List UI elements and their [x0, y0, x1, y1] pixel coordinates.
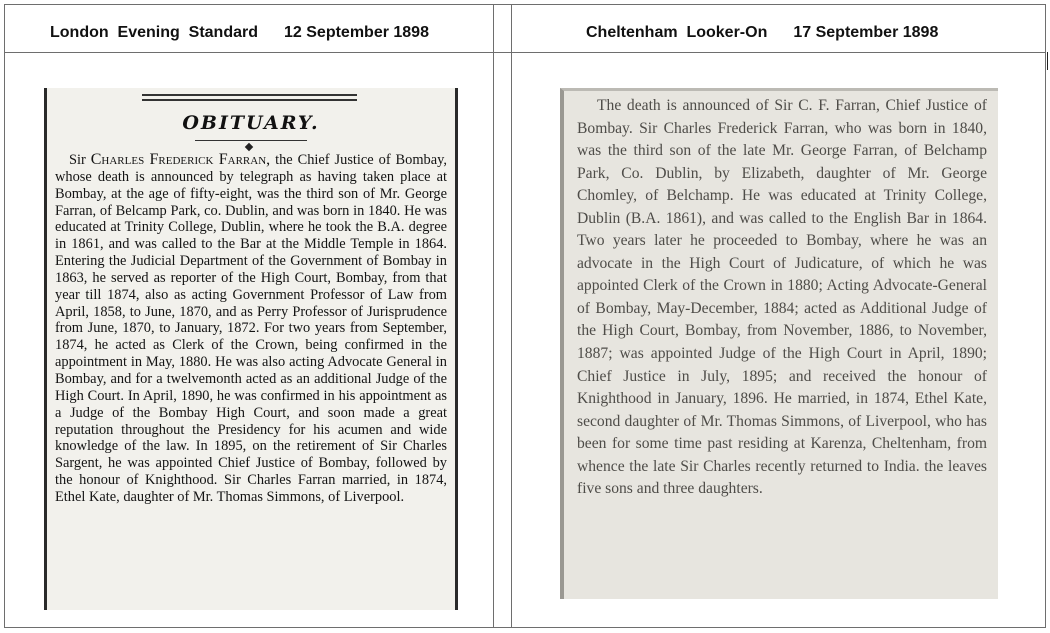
obituary-title: OBITUARY. — [47, 112, 455, 134]
standard-clipping — [44, 88, 458, 610]
top-rule-2 — [142, 99, 357, 101]
looker-on-article-text — [577, 95, 987, 501]
standard-article-body: the Chief Justice of Bombay, whose death is announced by telegraph as having taken place at Bombay, at the age of fifty-eight, was the third son of Mr. George Farran, of Belcamp Park, co. Dublin, and was born in 1840. He was educated at Trinity College, Dublin, where he took the B.A. degree in 1861, and was called to the Bar at the Middle Temple in 1864. Entering the Judicial Department of the Government of Bombay in 1863, he served as reporter of the High Court, Bombay, from that year till 1874, also as acting Government Professor of Law from April, 1858, to June, 1870, and as Perry Professor of Jurisprudence from June, 1870, to January, 1872. For two years from September, 1874, he acted as Clerk of the Crown, being confirmed in the appointment in May, 1880. He was also acting Advocate General in Bombay, and for a twelvemonth acted as an additional Judge of the High Court. In April, 1890, he was confirmed in his appointment as a Judge of the Bombay High Court, and soon made a great reputation throughout the Presidency for his acumen and wide knowledge of the law. In 1895, on the retirement of Sir Charles Sargent, he was appointed Chief Justice of Bombay, followed by the honour of Knighthood. Sir Charles Farran married, in 1874, Ethel Kate, daughter of Mr. Thomas Simmons, of Liverpool. — [55, 152, 447, 505]
left-paper-date: 12 September 1898 — [284, 24, 429, 41]
ornament-icon — [245, 143, 253, 151]
standard-article-text — [55, 152, 447, 506]
right-column-header — [586, 24, 938, 42]
looker-on-article-body: The death is announced of Sir C. F. Farran, Chief Justice of Bombay. Sir Charles Frederick Farran, who was born in 1840, was the third son of the late Mr. George Farran, of Belchamp Park, Co. Dublin, by Elizabeth, daughter of Mr. George Chomley, of Belchamp. He was educated at Trinity College, Dublin (B.A. 1861), and was called to the English Bar in 1864. Two years later he proceeded to Bombay, where he was an advocate in the High Court of Judicature, of which he was appointed Clerk of the Crown in 1880; Acting Advocate-General of Bombay, May-December, 1884; acted as Additional Judge of the High Court, Bombay, from November, 1886, to November, 1887; was appointed Judge of the High Court in April, 1890; Chief Justice in July, 1895; and received the honour of Knighthood in January, 1896. He married, in 1874, Ethel Kate, second daughter of Mr. Thomas Simmons, of Liverpool, who has been for some time past residing at Karenza, Cheltenham, from whence the late Sir Charles recently returned to India. the leaves five sons and three daughters. — [577, 97, 987, 498]
article-prefix: Sir — [69, 152, 91, 168]
column-divider — [493, 4, 512, 628]
subject-name: Charles Frederick Farran, — [90, 151, 271, 168]
left-column-header — [50, 24, 429, 42]
right-paper-date: 17 September 1898 — [793, 24, 939, 41]
looker-on-clipping — [560, 88, 998, 599]
right-paper-name: Cheltenham Looker-On — [586, 24, 768, 41]
header-divider — [4, 52, 1046, 53]
top-rule-1 — [142, 94, 357, 96]
text-cursor — [1047, 52, 1048, 70]
left-paper-name: London Evening Standard — [50, 24, 258, 41]
